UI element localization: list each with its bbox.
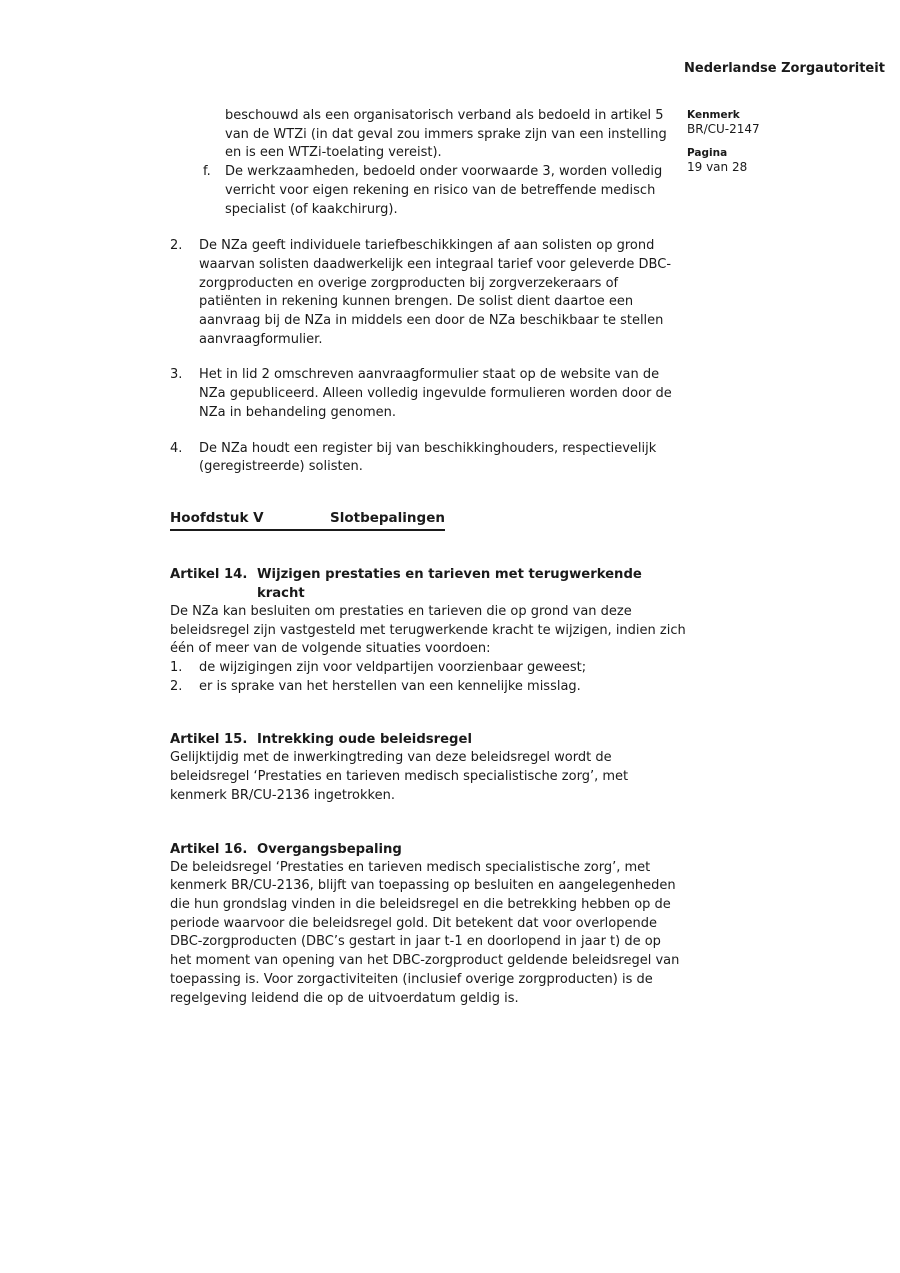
article-label: Artikel 14.	[170, 566, 248, 582]
list-item-4	[170, 440, 683, 477]
list-marker: f.	[203, 164, 211, 180]
chapter-label: Hoofdstuk V	[170, 509, 264, 526]
article-15-body: Gelijktijdig met de inwerkingtreding van deze beleidsregel wordt de beleidsregel ‘Prestaties en tarieven medisch specialistische zorg’, met kenmerk BR/CU-2136 ingetrokken.	[170, 750, 629, 803]
article-14-list-item-2	[170, 678, 683, 697]
list-item-text: De NZa houdt een register bij van beschikkinghouders, respectievelijk (geregistreerde) solisten.	[199, 440, 657, 475]
continuation-paragraph: beschouwd als een organisatorisch verband als bedoeld in artikel 5 van de WTZi (in dat geval zou immers sprake zijn van een instelling en is een WTZi-toelating vereist).	[225, 108, 667, 161]
document-body	[170, 107, 686, 1008]
kenmerk-group	[687, 108, 857, 137]
article-label: Artikel 15.	[170, 732, 248, 748]
kenmerk-label: Kenmerk	[687, 109, 740, 121]
pagina-label: Pagina	[687, 147, 728, 159]
article-14-body: De NZa kan besluiten om prestaties en tarieven die op grond van deze beleidsregel zijn vastgesteld met terugwerkende kracht te wijzigen, indien zich één of meer van de volgende situaties voordoen:	[170, 603, 686, 657]
list-marker: 1.	[170, 660, 183, 676]
article-14-list-item-1	[170, 659, 683, 678]
article-14-heading	[170, 565, 686, 603]
article-label: Artikel 16.	[170, 841, 248, 857]
org-header: Nederlandse Zorgautoriteit	[684, 61, 885, 76]
list-marker: 2.	[170, 238, 183, 254]
chapter-heading	[170, 509, 445, 531]
article-title: Wijzigen prestaties en tarieven met terugwerkende kracht	[257, 566, 642, 601]
list-marker: 3.	[170, 367, 183, 383]
list-item-text: De NZa geeft individuele tariefbeschikkingen af aan solisten op grond waarvan solisten daadwerkelijk een integraal tarief voor geleverde DBC-zorgproducten en overige zorgproducten bij zorgverzekeraars of patiënten in rekening kunnen brengen. De solist dient daartoe een aanvraag bij de NZa in middels een door de NZa beschikbaar te stellen aanvraagformulier.	[199, 238, 672, 347]
article-15-heading	[170, 730, 686, 749]
list-item-2	[170, 237, 683, 349]
pagina-value: 19 van 28	[687, 160, 748, 174]
list-marker: 2.	[170, 678, 183, 694]
article-title: Overgangsbepaling	[257, 841, 402, 857]
pagina-group	[687, 146, 857, 175]
list-item-text: er is sprake van het herstellen van een kennelijke misslag.	[199, 678, 581, 694]
list-item-text: de wijzigingen zijn voor veldpartijen voorzienbaar geweest;	[199, 660, 587, 676]
article-16-heading	[170, 840, 686, 859]
chapter-title: Slotbepalingen	[330, 509, 445, 526]
document-meta-sidebar	[687, 108, 857, 175]
list-item-3	[170, 366, 683, 422]
list-item-text: De werkzaamheden, bedoeld onder voorwaarde 3, worden volledig verricht voor eigen rekening en risico van de betreffende medisch specialist (of kaakchirurg).	[225, 164, 663, 217]
article-16-body: De beleidsregel ‘Prestaties en tarieven medisch specialistische zorg’, met kenmerk BR/CU-2136, blijft van toepassing op besluiten en aangelegenheden die hun grondslag vinden in die beleidsregel en die betrekking hebben op de periode waarvoor die beleidsregel gold. Dit betekent dat voor overlopende DBC-zorgproducten (DBC’s gestart in jaar t-1 en doorlopend in jaar t) de op het moment van opening van het DBC-zorgproduct geldende beleidsregel van toepassing is. Voor zorgactiviteiten (inclusief overige zorgproducten) is de regelgeving leidend die op de uitvoerdatum geldig is.	[170, 859, 680, 1006]
list-item-text: Het in lid 2 omschreven aanvraagformulier staat op de website van de NZa gepubliceerd. Alleen volledig ingevulde formulieren worden door de NZa in behandeling genomen.	[199, 367, 672, 420]
list-marker: 4.	[170, 440, 183, 456]
article-title: Intrekking oude beleidsregel	[257, 732, 472, 748]
kenmerk-value: BR/CU-2147	[687, 122, 760, 136]
list-item-f	[203, 163, 683, 219]
